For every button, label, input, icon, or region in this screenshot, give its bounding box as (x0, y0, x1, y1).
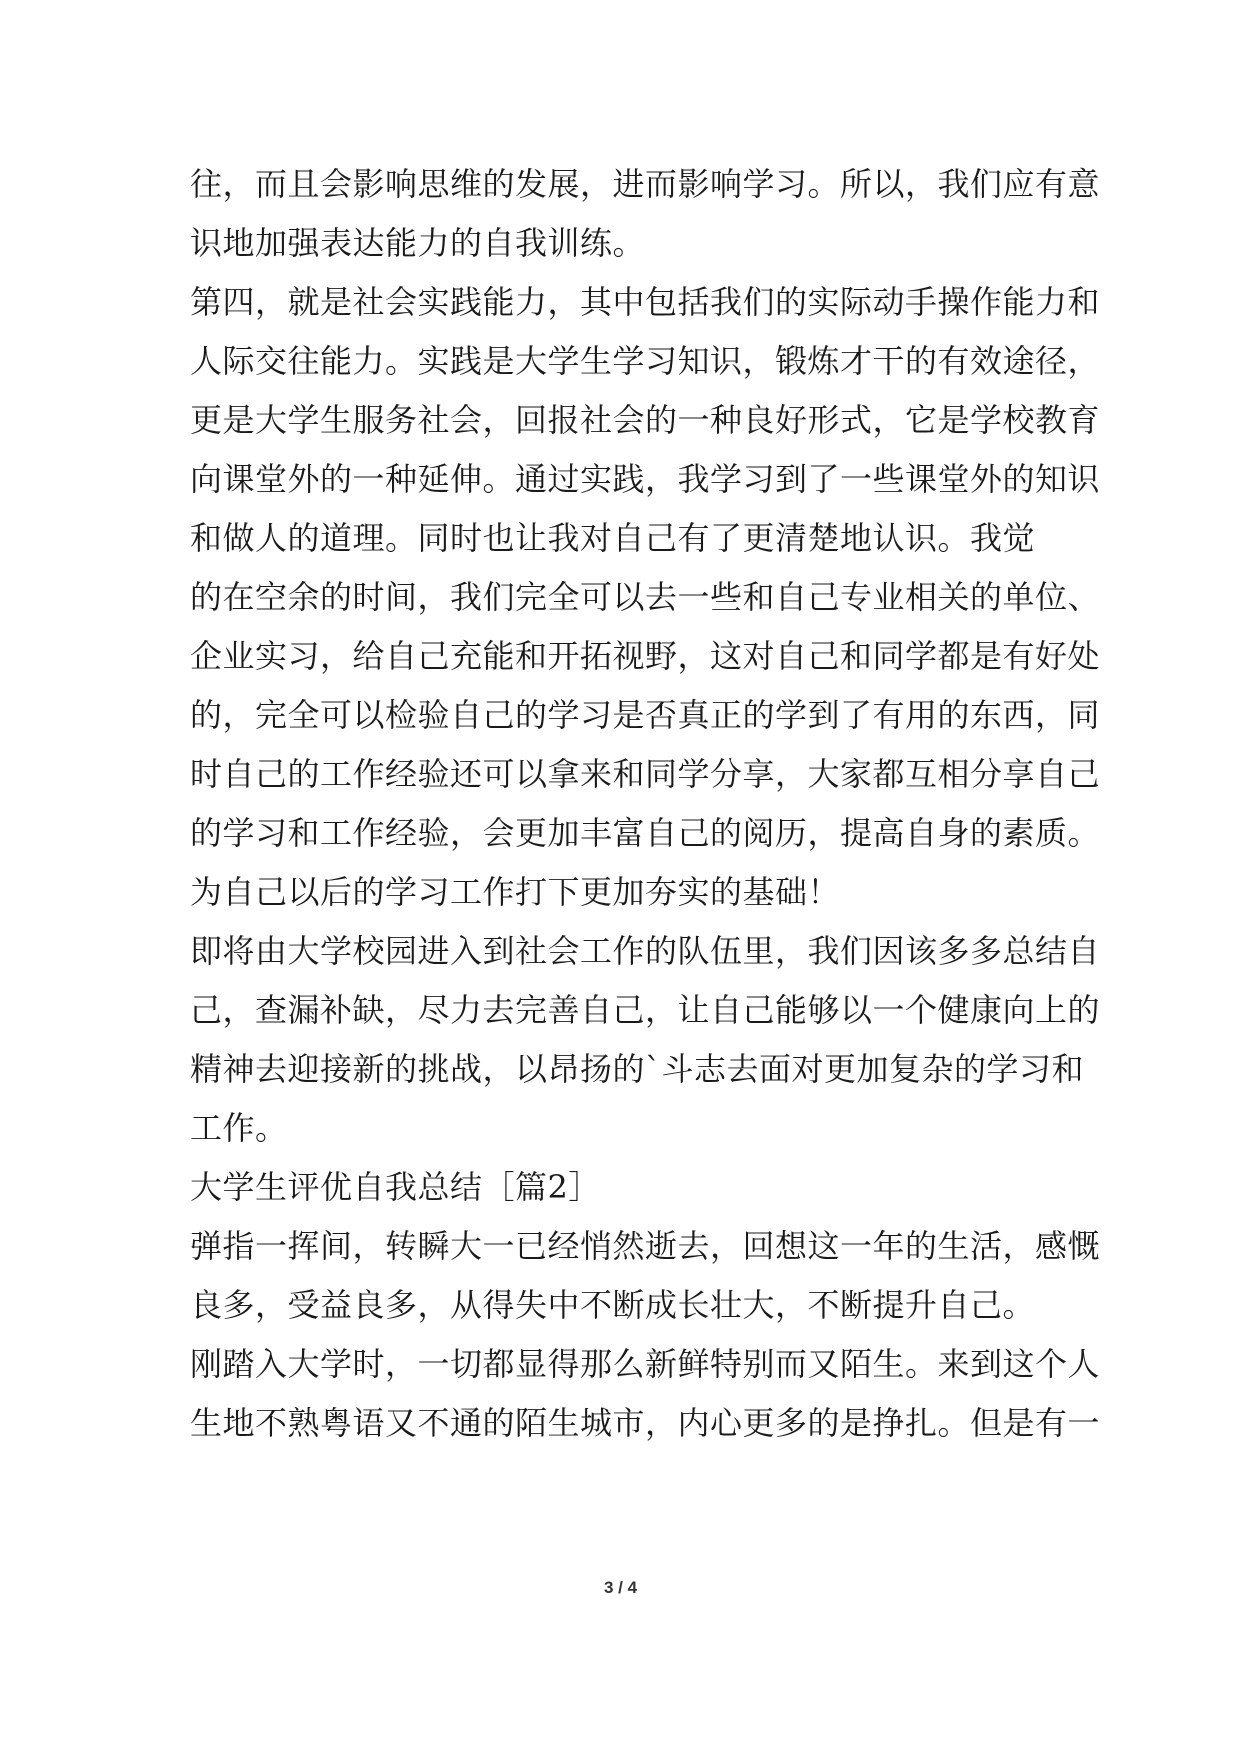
text-line: 工作。 (190, 1109, 288, 1147)
text-line: 往，而且会影响思维的发展，进而影响学习。所以，我们应有意 (190, 165, 1101, 203)
text-line: 弹指一挥间，转瞬大一已经悄然逝去，回想这一年的生活，感慨 (190, 1227, 1101, 1265)
text-line: 即将由大学校园进入到社会工作的队伍里，我们因该多多总结自 (190, 932, 1101, 970)
text-line: 时自己的工作经验还可以拿来和同学分享，大家都互相分享自己 (190, 755, 1101, 793)
text-line: 的，完全可以检验自己的学习是否真正的学到了有用的东西，同 (190, 696, 1101, 734)
page-number: 3 / 4 (603, 1578, 638, 1597)
text-line: 识地加强表达能力的自我训练。 (190, 224, 646, 262)
page-body (190, 155, 1101, 1453)
text-line: 为自己以后的学习工作打下更加夯实的基础！ (190, 873, 841, 911)
text-line: 生地不熟粤语又不通的陌生城市，内心更多的是挣扎。但是有一 (190, 1404, 1101, 1442)
text-line: 己，查漏补缺，尽力去完善自己，让自己能够以一个健康向上的 (190, 991, 1101, 1029)
text-line: 的在空余的时间，我们完全可以去一些和自己专业相关的单位、 (190, 578, 1101, 616)
text-line: 企业实习，给自己充能和开拓视野，这对自己和同学都是有好处 (190, 637, 1101, 675)
text-line: 刚踏入大学时，一切都显得那么新鲜特别而又陌生。来到这个人 (190, 1345, 1101, 1383)
text-line: 向课堂外的一种延伸。通过实践，我学习到了一些课堂外的知识 (190, 460, 1101, 498)
text-line: 人际交往能力。实践是大学生学习知识，锻炼才干的有效途径， (190, 342, 1101, 380)
text-line: 精神去迎接新的挑战，以昂扬的`斗志去面对更加复杂的学习和 (190, 1050, 1085, 1088)
text-line: 更是大学生服务社会，回报社会的一种良好形式，它是学校教育 (190, 401, 1101, 439)
text-line: 和做人的道理。同时也让我对自己有了更清楚地认识。我觉 (190, 519, 1036, 557)
text-line: 第四，就是社会实践能力，其中包括我们的实际动手操作能力和 (190, 283, 1101, 321)
text-line: 良多，受益良多，从得失中不断成长壮大，不断提升自己。 (190, 1286, 1036, 1324)
text-line: 的学习和工作经验，会更加丰富自己的阅历，提高自身的素质。 (190, 814, 1101, 852)
section-heading: 大学生评优自我总结［篇2］ (190, 1168, 601, 1206)
